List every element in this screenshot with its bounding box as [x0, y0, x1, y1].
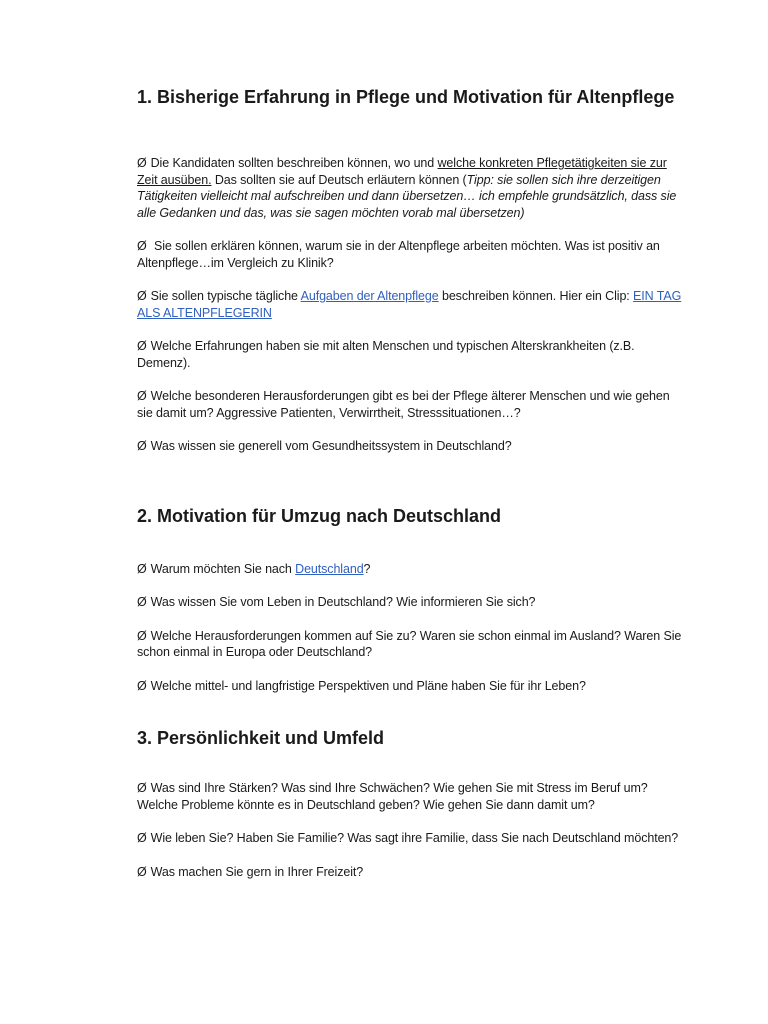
document-page	[137, 86, 682, 880]
section-1	[137, 86, 682, 455]
list-item: Ø Welche Erfahrungen haben sie mit alten Menschen und typischen Alterskrankheiten (z.B. Demenz).	[137, 339, 635, 370]
bullet-icon: Ø	[137, 678, 147, 693]
bullet-icon: Ø	[137, 864, 147, 879]
list-item: Ø Welche Herausforderungen kommen auf Sie zu? Waren sie schon einmal im Ausland? Waren Sie schon einmal in Europa oder Deutschland?	[137, 628, 682, 659]
list-item: Ø Welche mittel- und langfristige Perspektiven und Pläne haben Sie für ihr Leben?	[137, 678, 586, 693]
list-item: Ø Was wissen Sie vom Leben in Deutschland? Wie informieren Sie sich?	[137, 595, 536, 609]
link-aufgaben-altenpflege[interactable]: Aufgaben der Altenpflege	[300, 289, 439, 303]
bullet-icon: Ø	[137, 561, 147, 576]
list-item: Ø Die Kandidaten sollten beschreiben können, wo und welche konkreten Pflegetätigkeiten sie zur Zeit ausüben. Das sollten sie auf Deutsch erläutern können (Tipp: sie sollen sich ihre derzeitigen Tätigkeiten vielleicht mal aufschreiben und dann übersetzen… ich empfehle grundsätzlich, dass sie alle Gedanken und das, was sie sagen möchten vorab mal übersetzen)	[137, 156, 677, 220]
list-item: Ø Wie leben Sie? Haben Sie Familie? Was sagt ihre Familie, dass Sie nach Deutschland möchten?	[137, 831, 679, 845]
section-2-heading: 2. Motivation für Umzug nach Deutschland	[137, 505, 502, 526]
list-item: Ø Sie sollen typische tägliche Aufgaben der Altenpflege beschreiben können. Hier ein Clip: EIN TAG ALS ALTENPFLEGERIN	[137, 289, 682, 320]
section-3-heading: 3. Persönlichkeit und Umfeld	[137, 728, 385, 748]
bullet-icon: Ø	[137, 595, 147, 609]
list-item: Ø Was wissen sie generell vom Gesundheitssystem in Deutschland?	[137, 439, 512, 453]
bullet-icon: Ø	[137, 289, 147, 303]
link-ein-tag-als-altenpflegerin[interactable]: EIN TAG ALS ALTENPFLEGERIN	[137, 289, 682, 320]
list-item: Ø Warum möchten Sie nach Deutschland?	[137, 561, 371, 576]
list-item: Ø Sie sollen erklären können, warum sie in der Altenpflege arbeiten möchten. Was ist positiv an Altenpflege…im Vergleich zu Klinik?	[137, 239, 660, 270]
section-2	[137, 505, 682, 695]
bullet-icon: Ø	[137, 239, 147, 253]
list-item: Ø Welche besonderen Herausforderungen gibt es bei der Pflege älterer Menschen und wie gehen sie damit um? Aggressive Patienten, Verwirrtheit, Stresssituationen…?	[137, 389, 670, 420]
list-item: Ø Was sind Ihre Stärken? Was sind Ihre Schwächen? Wie gehen Sie mit Stress im Beruf um? Welche Probleme könnte es in Deutschland geben? Wie gehen Sie dann damit um?	[137, 781, 648, 812]
section-3	[137, 727, 682, 880]
link-deutschland[interactable]: Deutschland	[295, 561, 364, 576]
bullet-icon: Ø	[137, 439, 147, 453]
bullet-icon: Ø	[137, 628, 147, 643]
section-1-heading: 1. Bisherige Erfahrung in Pflege und Motivation für Altenpflege	[137, 87, 675, 107]
bullet-icon: Ø	[137, 831, 147, 845]
bullet-icon: Ø	[137, 339, 147, 353]
bullet-icon: Ø	[137, 781, 147, 795]
bullet-icon: Ø	[137, 156, 147, 170]
list-item: Ø Was machen Sie gern in Ihrer Freizeit?	[137, 864, 364, 879]
bullet-icon: Ø	[137, 389, 147, 403]
